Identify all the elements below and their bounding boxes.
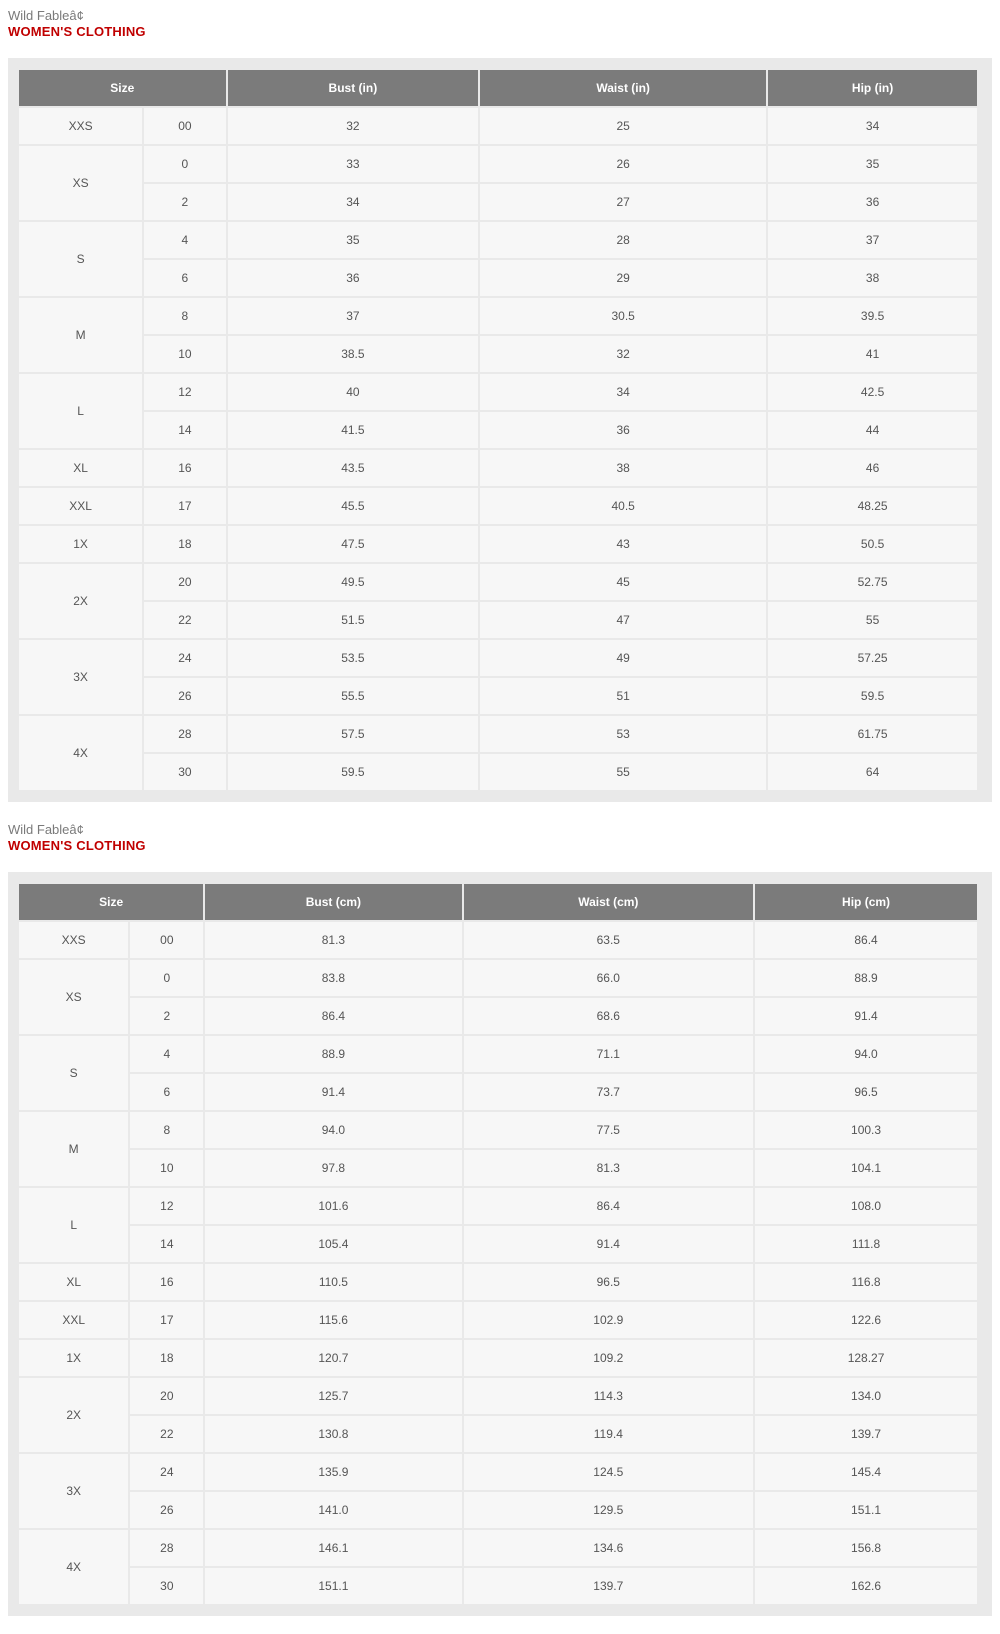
hip-value: 44 bbox=[768, 412, 977, 448]
header-bust: Bust (cm) bbox=[205, 884, 461, 920]
hip-value: 55 bbox=[768, 602, 977, 638]
size-number: 0 bbox=[130, 960, 203, 996]
bust-value: 120.7 bbox=[205, 1340, 461, 1376]
waist-value: 66.0 bbox=[464, 960, 754, 996]
hip-value: 39.5 bbox=[768, 298, 977, 334]
size-table bbox=[17, 68, 979, 792]
hip-value: 162.6 bbox=[755, 1568, 977, 1604]
size-label: S bbox=[19, 222, 142, 296]
header-waist: Waist (in) bbox=[480, 70, 766, 106]
size-number: 20 bbox=[144, 564, 225, 600]
hip-value: 52.75 bbox=[768, 564, 977, 600]
size-number: 17 bbox=[144, 488, 225, 524]
brand-name: Wild Fableâ¢ bbox=[8, 822, 84, 837]
hip-value: 139.7 bbox=[755, 1416, 977, 1452]
bust-value: 33 bbox=[228, 146, 479, 182]
size-number: 2 bbox=[130, 998, 203, 1034]
size-table bbox=[17, 882, 979, 1606]
hip-value: 111.8 bbox=[755, 1226, 977, 1262]
bust-value: 135.9 bbox=[205, 1454, 461, 1490]
table-row bbox=[19, 1568, 977, 1604]
size-label: 4X bbox=[19, 716, 142, 790]
waist-value: 77.5 bbox=[464, 1112, 754, 1148]
bust-value: 91.4 bbox=[205, 1074, 461, 1110]
waist-value: 40.5 bbox=[480, 488, 766, 524]
size-number: 30 bbox=[130, 1568, 203, 1604]
bust-value: 36 bbox=[228, 260, 479, 296]
hip-value: 151.1 bbox=[755, 1492, 977, 1528]
size-number: 18 bbox=[144, 526, 225, 562]
size-number: 10 bbox=[130, 1150, 203, 1186]
size-number: 28 bbox=[144, 716, 225, 752]
hip-value: 156.8 bbox=[755, 1530, 977, 1566]
table-row bbox=[19, 1264, 977, 1300]
size-label: S bbox=[19, 1036, 128, 1110]
waist-value: 139.7 bbox=[464, 1568, 754, 1604]
hip-value: 128.27 bbox=[755, 1340, 977, 1376]
size-table-panel bbox=[8, 872, 992, 1616]
waist-value: 43 bbox=[480, 526, 766, 562]
waist-value: 49 bbox=[480, 640, 766, 676]
header-size: Size bbox=[19, 70, 226, 106]
table-row bbox=[19, 222, 977, 258]
bust-value: 38.5 bbox=[228, 336, 479, 372]
hip-value: 48.25 bbox=[768, 488, 977, 524]
waist-value: 119.4 bbox=[464, 1416, 754, 1452]
waist-value: 36 bbox=[480, 412, 766, 448]
table-row bbox=[19, 1112, 977, 1148]
bust-value: 81.3 bbox=[205, 922, 461, 958]
bust-value: 94.0 bbox=[205, 1112, 461, 1148]
size-number: 24 bbox=[130, 1454, 203, 1490]
bust-value: 32 bbox=[228, 108, 479, 144]
header-size: Size bbox=[19, 884, 203, 920]
table-row bbox=[19, 716, 977, 752]
hip-value: 41 bbox=[768, 336, 977, 372]
size-number: 8 bbox=[130, 1112, 203, 1148]
hip-value: 35 bbox=[768, 146, 977, 182]
hip-value: 59.5 bbox=[768, 678, 977, 714]
category-title: WOMEN'S CLOTHING bbox=[8, 24, 146, 39]
size-label: XXL bbox=[19, 1302, 128, 1338]
bust-value: 130.8 bbox=[205, 1416, 461, 1452]
waist-value: 25 bbox=[480, 108, 766, 144]
waist-value: 91.4 bbox=[464, 1226, 754, 1262]
hip-value: 38 bbox=[768, 260, 977, 296]
size-label: 4X bbox=[19, 1530, 128, 1604]
header-hip: Hip (in) bbox=[768, 70, 977, 106]
bust-value: 43.5 bbox=[228, 450, 479, 486]
header-hip: Hip (cm) bbox=[755, 884, 977, 920]
bust-value: 34 bbox=[228, 184, 479, 220]
size-number: 18 bbox=[130, 1340, 203, 1376]
hip-value: 36 bbox=[768, 184, 977, 220]
bust-value: 151.1 bbox=[205, 1568, 461, 1604]
hip-value: 34 bbox=[768, 108, 977, 144]
hip-value: 88.9 bbox=[755, 960, 977, 996]
bust-value: 41.5 bbox=[228, 412, 479, 448]
size-label: XXS bbox=[19, 922, 128, 958]
table-row bbox=[19, 1036, 977, 1072]
size-label: M bbox=[19, 1112, 128, 1186]
waist-value: 68.6 bbox=[464, 998, 754, 1034]
size-chart-centimeters bbox=[8, 822, 992, 1616]
bust-value: 53.5 bbox=[228, 640, 479, 676]
hip-value: 37 bbox=[768, 222, 977, 258]
size-number: 22 bbox=[130, 1416, 203, 1452]
hip-value: 86.4 bbox=[755, 922, 977, 958]
waist-value: 28 bbox=[480, 222, 766, 258]
size-number: 24 bbox=[144, 640, 225, 676]
hip-value: 61.75 bbox=[768, 716, 977, 752]
bust-value: 105.4 bbox=[205, 1226, 461, 1262]
size-label: L bbox=[19, 374, 142, 448]
hip-value: 64 bbox=[768, 754, 977, 790]
waist-value: 30.5 bbox=[480, 298, 766, 334]
table-row bbox=[19, 146, 977, 182]
bust-value: 86.4 bbox=[205, 998, 461, 1034]
hip-value: 46 bbox=[768, 450, 977, 486]
hip-value: 145.4 bbox=[755, 1454, 977, 1490]
bust-value: 57.5 bbox=[228, 716, 479, 752]
table-row bbox=[19, 1492, 977, 1528]
waist-value: 96.5 bbox=[464, 1264, 754, 1300]
size-label: XS bbox=[19, 146, 142, 220]
waist-value: 26 bbox=[480, 146, 766, 182]
table-row bbox=[19, 1454, 977, 1490]
hip-value: 134.0 bbox=[755, 1378, 977, 1414]
size-number: 4 bbox=[144, 222, 225, 258]
waist-value: 51 bbox=[480, 678, 766, 714]
bust-value: 101.6 bbox=[205, 1188, 461, 1224]
bust-value: 110.5 bbox=[205, 1264, 461, 1300]
bust-value: 83.8 bbox=[205, 960, 461, 996]
table-header-row bbox=[19, 70, 977, 106]
size-number: 8 bbox=[144, 298, 225, 334]
waist-value: 55 bbox=[480, 754, 766, 790]
waist-value: 134.6 bbox=[464, 1530, 754, 1566]
size-label: M bbox=[19, 298, 142, 372]
size-number: 22 bbox=[144, 602, 225, 638]
size-number: 26 bbox=[130, 1492, 203, 1528]
table-row bbox=[19, 298, 977, 334]
hip-value: 50.5 bbox=[768, 526, 977, 562]
size-number: 16 bbox=[130, 1264, 203, 1300]
size-label: XS bbox=[19, 960, 128, 1034]
hip-value: 122.6 bbox=[755, 1302, 977, 1338]
size-label: XL bbox=[19, 1264, 128, 1300]
header-bust: Bust (in) bbox=[228, 70, 479, 106]
size-number: 14 bbox=[144, 412, 225, 448]
table-row bbox=[19, 374, 977, 410]
bust-value: 97.8 bbox=[205, 1150, 461, 1186]
bust-value: 35 bbox=[228, 222, 479, 258]
waist-value: 109.2 bbox=[464, 1340, 754, 1376]
size-label: XL bbox=[19, 450, 142, 486]
table-row bbox=[19, 998, 977, 1034]
size-number: 26 bbox=[144, 678, 225, 714]
hip-value: 108.0 bbox=[755, 1188, 977, 1224]
size-number: 00 bbox=[144, 108, 225, 144]
hip-value: 96.5 bbox=[755, 1074, 977, 1110]
size-number: 12 bbox=[144, 374, 225, 410]
size-number: 0 bbox=[144, 146, 225, 182]
table-row bbox=[19, 260, 977, 296]
waist-value: 86.4 bbox=[464, 1188, 754, 1224]
size-label: 3X bbox=[19, 640, 142, 714]
size-number: 30 bbox=[144, 754, 225, 790]
waist-value: 124.5 bbox=[464, 1454, 754, 1490]
table-header-row bbox=[19, 884, 977, 920]
hip-value: 100.3 bbox=[755, 1112, 977, 1148]
table-row bbox=[19, 1530, 977, 1566]
waist-value: 71.1 bbox=[464, 1036, 754, 1072]
waist-value: 81.3 bbox=[464, 1150, 754, 1186]
size-label: 1X bbox=[19, 526, 142, 562]
table-row bbox=[19, 1416, 977, 1452]
brand-name: Wild Fableâ¢ bbox=[8, 8, 84, 23]
waist-value: 47 bbox=[480, 602, 766, 638]
size-label: L bbox=[19, 1188, 128, 1262]
size-table-panel bbox=[8, 58, 992, 802]
bust-value: 49.5 bbox=[228, 564, 479, 600]
size-number: 6 bbox=[130, 1074, 203, 1110]
bust-value: 125.7 bbox=[205, 1378, 461, 1414]
bust-value: 146.1 bbox=[205, 1530, 461, 1566]
header-waist: Waist (cm) bbox=[464, 884, 754, 920]
size-number: 20 bbox=[130, 1378, 203, 1414]
size-number: 14 bbox=[130, 1226, 203, 1262]
size-number: 28 bbox=[130, 1530, 203, 1566]
size-label: XXL bbox=[19, 488, 142, 524]
bust-value: 51.5 bbox=[228, 602, 479, 638]
hip-value: 116.8 bbox=[755, 1264, 977, 1300]
size-number: 00 bbox=[130, 922, 203, 958]
size-label: 3X bbox=[19, 1454, 128, 1528]
table-row bbox=[19, 336, 977, 372]
bust-value: 115.6 bbox=[205, 1302, 461, 1338]
bust-value: 40 bbox=[228, 374, 479, 410]
size-number: 17 bbox=[130, 1302, 203, 1338]
hip-value: 57.25 bbox=[768, 640, 977, 676]
bust-value: 45.5 bbox=[228, 488, 479, 524]
hip-value: 104.1 bbox=[755, 1150, 977, 1186]
hip-value: 91.4 bbox=[755, 998, 977, 1034]
bust-value: 55.5 bbox=[228, 678, 479, 714]
waist-value: 32 bbox=[480, 336, 766, 372]
bust-value: 59.5 bbox=[228, 754, 479, 790]
waist-value: 45 bbox=[480, 564, 766, 600]
bust-value: 88.9 bbox=[205, 1036, 461, 1072]
waist-value: 114.3 bbox=[464, 1378, 754, 1414]
hip-value: 94.0 bbox=[755, 1036, 977, 1072]
waist-value: 129.5 bbox=[464, 1492, 754, 1528]
table-row bbox=[19, 488, 977, 524]
table-row bbox=[19, 412, 977, 448]
waist-value: 73.7 bbox=[464, 1074, 754, 1110]
bust-value: 37 bbox=[228, 298, 479, 334]
size-label: XXS bbox=[19, 108, 142, 144]
table-row bbox=[19, 678, 977, 714]
table-row bbox=[19, 1378, 977, 1414]
table-row bbox=[19, 1340, 977, 1376]
table-row bbox=[19, 450, 977, 486]
table-row bbox=[19, 1226, 977, 1262]
size-number: 12 bbox=[130, 1188, 203, 1224]
waist-value: 63.5 bbox=[464, 922, 754, 958]
table-row bbox=[19, 922, 977, 958]
waist-value: 102.9 bbox=[464, 1302, 754, 1338]
table-row bbox=[19, 1074, 977, 1110]
category-title: WOMEN'S CLOTHING bbox=[8, 838, 146, 853]
size-number: 4 bbox=[130, 1036, 203, 1072]
size-label: 2X bbox=[19, 564, 142, 638]
table-row bbox=[19, 1302, 977, 1338]
table-row bbox=[19, 108, 977, 144]
table-row bbox=[19, 640, 977, 676]
table-row bbox=[19, 526, 977, 562]
size-number: 10 bbox=[144, 336, 225, 372]
table-row bbox=[19, 1150, 977, 1186]
waist-value: 27 bbox=[480, 184, 766, 220]
bust-value: 47.5 bbox=[228, 526, 479, 562]
table-row bbox=[19, 754, 977, 790]
size-chart-inches bbox=[8, 8, 992, 802]
size-number: 6 bbox=[144, 260, 225, 296]
waist-value: 34 bbox=[480, 374, 766, 410]
size-label: 1X bbox=[19, 1340, 128, 1376]
hip-value: 42.5 bbox=[768, 374, 977, 410]
waist-value: 29 bbox=[480, 260, 766, 296]
size-label: 2X bbox=[19, 1378, 128, 1452]
table-row bbox=[19, 184, 977, 220]
waist-value: 53 bbox=[480, 716, 766, 752]
table-row bbox=[19, 602, 977, 638]
waist-value: 38 bbox=[480, 450, 766, 486]
bust-value: 141.0 bbox=[205, 1492, 461, 1528]
table-row bbox=[19, 1188, 977, 1224]
size-number: 2 bbox=[144, 184, 225, 220]
size-number: 16 bbox=[144, 450, 225, 486]
table-row bbox=[19, 960, 977, 996]
table-row bbox=[19, 564, 977, 600]
